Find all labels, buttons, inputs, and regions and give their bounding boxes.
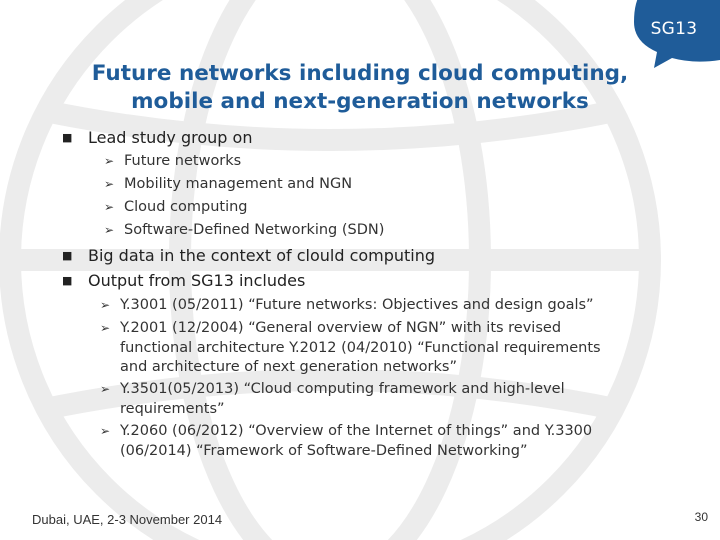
arrow-bullet-icon: ➢ <box>104 200 115 214</box>
arrow-bullet-icon: ➢ <box>100 424 111 438</box>
square-bullet-icon: ■ <box>62 249 73 262</box>
bullet-text: Lead study group on <box>88 128 253 147</box>
bullet-text: Output from SG13 includes <box>88 271 306 290</box>
arrow-bullet-icon: ➢ <box>104 223 115 237</box>
arrow-bullet-icon: ➢ <box>104 154 115 168</box>
footer-location-date: Dubai, UAE, 2-3 November 2014 <box>32 512 223 527</box>
output-line: Y.2060 (06/2012) “Overview of the Internet of things” and Y.3300 <box>120 423 593 439</box>
arrow-bullet-icon: ➢ <box>100 382 111 396</box>
output-line: requirements” <box>120 400 225 417</box>
arrow-bullet-icon: ➢ <box>100 298 111 312</box>
output-text <box>120 296 660 316</box>
title-line-1: Future networks including cloud computing, <box>91 61 629 86</box>
output-text <box>120 422 660 461</box>
arrow-bullet-icon: ➢ <box>100 321 111 335</box>
title-line-2: mobile and next-generation networks <box>131 89 589 114</box>
output-text <box>120 319 660 378</box>
output-line: (06/2014) “Framework of Software-Defined Networking” <box>120 442 528 459</box>
output-line: Y.2001 (12/2004) “General overview of NGN” with its revised <box>120 320 562 336</box>
arrow-bullet-icon: ➢ <box>104 177 115 191</box>
sub-item-text: Mobility management and NGN <box>124 176 353 192</box>
sub-item-text: Future networks <box>124 153 242 169</box>
output-line: and architecture of next generation networks” <box>120 359 457 375</box>
sg13-badge-label: SG13 <box>650 19 698 39</box>
output-line: functional architecture Y.2012 (04/2010) “Functional requirements <box>120 339 601 356</box>
square-bullet-icon: ■ <box>62 274 73 287</box>
sub-item-text: Cloud computing <box>124 199 248 215</box>
square-bullet-icon: ■ <box>62 131 73 144</box>
sub-item-text: Software-Defined Networking (SDN) <box>124 222 385 238</box>
output-line: Y.3001 (05/2011) “Future networks: Objectives and design goals” <box>120 297 594 313</box>
bullet-text: Big data in the context of clould computing <box>88 246 436 265</box>
output-text <box>120 380 660 419</box>
page-number: 30 <box>694 510 708 524</box>
slide-title <box>40 60 680 116</box>
output-line: Y.3501(05/2013) “Cloud computing framework and high-level <box>120 381 565 397</box>
